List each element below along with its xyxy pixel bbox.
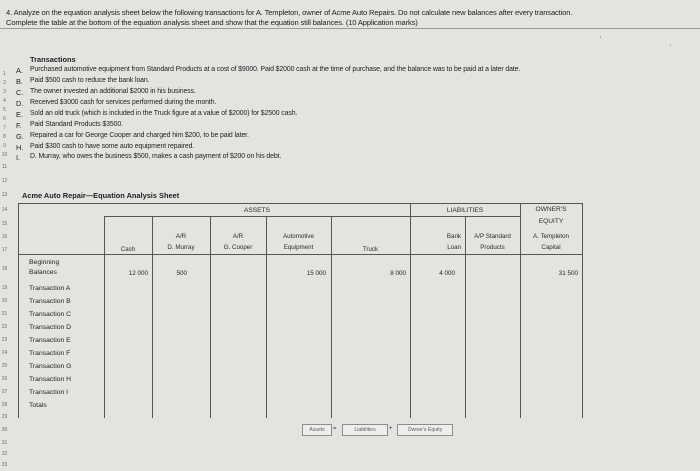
transaction-letter: B.	[16, 77, 23, 86]
col-header-ar-murray-2: D. Murray	[167, 244, 195, 251]
transactions-title: Transactions	[30, 55, 76, 64]
row-label-transaction-c: Transaction C	[29, 311, 72, 318]
question-line-2: Complete the table at the bottom of the equation analysis sheet and show that the equation still balances. (10 Application marks)	[6, 18, 418, 27]
equity-header-line1: OWNER'S	[535, 206, 567, 213]
row-number: 18	[1, 266, 8, 272]
col-header-equipment-1: Automotive	[283, 233, 314, 240]
grid-line	[18, 203, 19, 418]
row-number: 5	[3, 107, 6, 113]
row-number: 26	[1, 376, 8, 382]
grid-line	[582, 203, 583, 418]
col-header-capital-2: Capital	[541, 244, 561, 251]
row-label-transaction-d: Transaction D	[29, 324, 72, 331]
col-header-cash: Cash	[120, 246, 136, 253]
row-number: 1	[3, 71, 6, 77]
col-header-ar-cooper-1: A/R	[232, 233, 244, 240]
row-number: 20	[1, 298, 8, 304]
row-number: 24	[1, 350, 8, 356]
row-label-transaction-f: Transaction F	[29, 350, 71, 357]
row-number: 22	[1, 324, 8, 330]
equation-equals-sign: =	[333, 426, 337, 432]
transaction-text: Purchased automotive equipment from Standard Products at a cost of $9000. Paid $2000 cash at the time of purchase, and the balance was to be paid at a later date.	[30, 66, 521, 73]
grid-line	[18, 203, 582, 204]
transaction-text: Received $3000 cash for services performed during the month.	[30, 99, 217, 106]
row-number: 13	[1, 192, 8, 198]
row-number: 25	[1, 363, 8, 369]
row-number: 15	[1, 221, 8, 227]
row-number: 4	[3, 98, 6, 104]
row-number: 21	[1, 311, 8, 317]
row-number: 8	[3, 134, 6, 140]
col-header-ar-murray-1: A/R	[175, 233, 187, 240]
header-divider	[0, 28, 700, 29]
col-header-bank-loan-2: Loan	[447, 244, 461, 251]
row-number: 10	[1, 152, 8, 158]
row-label-transaction-g: Transaction G	[29, 363, 72, 370]
transaction-text: Paid $300 cash to have some auto equipment repaired.	[30, 143, 195, 150]
transaction-text: Paid Standard Products $3500.	[30, 121, 123, 128]
question-line-1: 4. Analyze on the equation analysis sheet below the following transactions for A. Templeton, owner of Acme Auto Repairs. Do not calculate new balances after every transaction.	[6, 8, 573, 17]
transaction-letter: I.	[16, 153, 21, 162]
equity-header-line2: EQUITY	[538, 218, 564, 225]
transaction-letter: D.	[16, 99, 24, 108]
transaction-letter: G.	[16, 132, 24, 141]
transaction-letter: C.	[16, 88, 24, 97]
beginning-truck: 8 000	[390, 270, 406, 277]
row-label-transaction-h: Transaction H	[29, 376, 72, 383]
liabilities-header: LIABILITIES	[446, 207, 484, 214]
row-number: 12	[1, 178, 8, 184]
row-number: 3	[3, 89, 6, 95]
row-number: 7	[3, 125, 6, 131]
beginning-cash: 12 000	[128, 270, 148, 277]
row-number: 29	[1, 414, 8, 420]
row-label-transaction-e: Transaction E	[29, 337, 71, 344]
equation-equity-box[interactable]: Owner's Equity	[397, 424, 453, 436]
equation-plus-sign: +	[389, 426, 393, 432]
row-number: 17	[1, 247, 8, 253]
beginning-capital: 31 500	[558, 270, 578, 277]
col-header-ap-standard-2: Products	[480, 244, 505, 251]
row-number: 9	[3, 143, 6, 149]
col-header-truck: Truck	[362, 246, 379, 253]
row-number: 14	[1, 207, 8, 213]
transaction-letter: F.	[16, 121, 22, 130]
col-header-equipment-2: Equipment	[283, 244, 314, 251]
beginning-label-line1: Beginning	[29, 259, 60, 266]
col-header-ap-standard-1: A/P Standard	[474, 233, 511, 240]
row-number: 27	[1, 389, 8, 395]
col-header-bank-loan-1: Bank	[446, 233, 461, 240]
row-number: 19	[1, 285, 8, 291]
row-number: 31	[1, 440, 8, 446]
row-number: 16	[1, 234, 8, 240]
row-label-totals: Totals	[29, 402, 47, 409]
grid-line	[104, 216, 410, 217]
assets-header: ASSETS	[243, 207, 271, 214]
row-label-transaction-i: Transaction I	[29, 389, 69, 396]
row-number: 11	[1, 164, 8, 170]
row-label-transaction-a: Transaction A	[29, 285, 71, 292]
transaction-text: Sold an old truck (which is included in the Truck figure at a value of $2000) for $2500 cash.	[30, 110, 298, 117]
row-number: 32	[1, 451, 8, 457]
transaction-text: Repaired a car for George Cooper and charged him $200, to be paid later.	[30, 132, 249, 139]
transaction-letter: E.	[16, 110, 23, 119]
transaction-text: Paid $500 cash to reduce the bank loan.	[30, 77, 150, 84]
transaction-letter: A.	[16, 66, 23, 75]
grid-line	[18, 254, 582, 255]
col-header-ar-cooper-2: G. Cooper	[223, 244, 253, 251]
equation-assets-box[interactable]: Assets	[302, 424, 332, 436]
decoration-mark: ʻ	[600, 37, 602, 43]
transaction-text: D. Murray, who owes the business $500, makes a cash payment of $200 on his debt.	[30, 153, 282, 160]
row-number: 30	[1, 427, 8, 433]
sheet-title: Acme Auto Repair—Equation Analysis Sheet	[22, 191, 180, 200]
beginning-bank-loan: 4 000	[439, 270, 455, 277]
row-label-transaction-b: Transaction B	[29, 298, 71, 305]
row-number: 33	[1, 462, 8, 468]
row-number: 2	[3, 80, 6, 86]
beginning-ar-murray: 500	[176, 270, 187, 277]
equation-liabilities-box[interactable]: Liabilities	[342, 424, 388, 436]
transaction-letter: H.	[16, 143, 24, 152]
row-number: 28	[1, 402, 8, 408]
beginning-label-line2: Balances	[29, 269, 57, 276]
beginning-equipment: 15 000	[306, 270, 326, 277]
row-number: 23	[1, 337, 8, 343]
decoration-mark: ʻ	[670, 45, 672, 51]
col-header-capital-1: A. Templeton	[533, 233, 569, 240]
transaction-text: The owner invested an additional $2000 in his business.	[30, 88, 196, 95]
row-number: 6	[3, 116, 6, 122]
